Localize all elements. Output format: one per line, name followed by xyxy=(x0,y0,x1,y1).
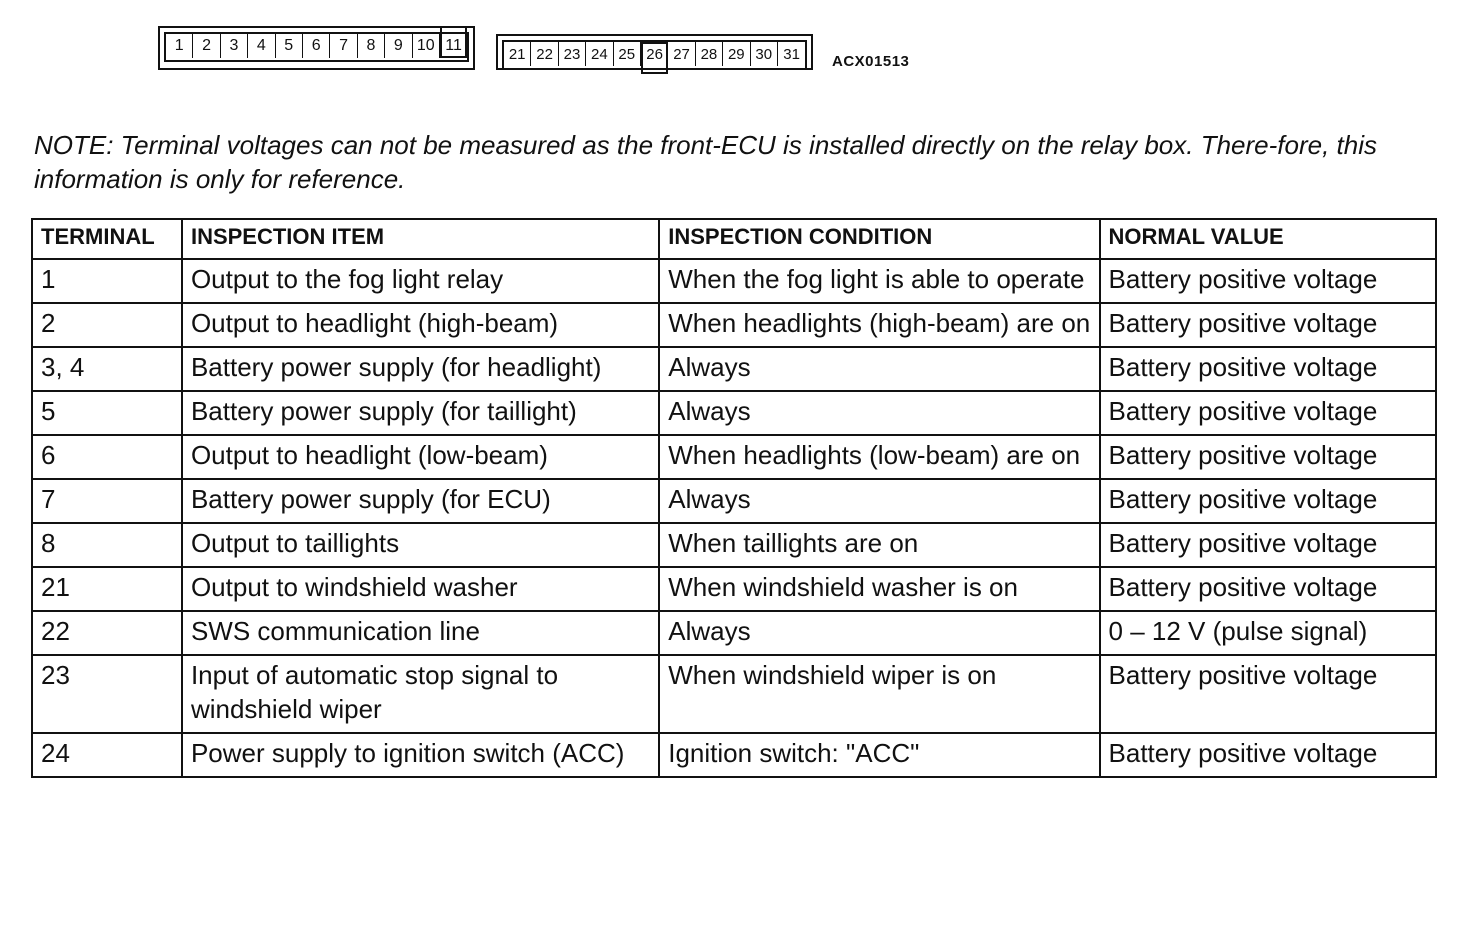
header-terminal: TERMINAL xyxy=(32,219,182,259)
cell-inspection-item: Input of automatic stop signal to windshield wiper xyxy=(182,655,659,733)
cell-normal-value: Battery positive voltage xyxy=(1100,435,1436,479)
note-text: NOTE: Terminal voltages can not be measured as the front-ECU is installed directly on the relay box. There-fore, this information is only for reference. xyxy=(34,130,1377,194)
cell-terminal: 21 xyxy=(32,567,182,611)
header-normal-value: NORMAL VALUE xyxy=(1100,219,1436,259)
connector-pin: 5 xyxy=(276,34,303,58)
connector-pin: 2 xyxy=(193,34,220,58)
cell-inspection-condition: When headlights (low-beam) are on xyxy=(659,435,1099,479)
header-inspection-condition: INSPECTION CONDITION xyxy=(659,219,1099,259)
cell-terminal: 3, 4 xyxy=(32,347,182,391)
cell-terminal: 2 xyxy=(32,303,182,347)
cell-normal-value: Battery positive voltage xyxy=(1100,733,1436,777)
cell-terminal: 23 xyxy=(32,655,182,733)
connector-pin: 21 xyxy=(504,42,531,66)
cell-normal-value: Battery positive voltage xyxy=(1100,523,1436,567)
connector-pin: 3 xyxy=(221,34,248,58)
cell-terminal: 24 xyxy=(32,733,182,777)
cell-inspection-item: Output to windshield washer xyxy=(182,567,659,611)
connector-right xyxy=(496,34,813,70)
table-row xyxy=(32,435,1436,479)
cell-inspection-item: Battery power supply (for headlight) xyxy=(182,347,659,391)
table-row xyxy=(32,655,1436,733)
connector-pin: 6 xyxy=(303,34,330,58)
cell-normal-value: Battery positive voltage xyxy=(1100,479,1436,523)
table-row xyxy=(32,259,1436,303)
cell-normal-value: Battery positive voltage xyxy=(1100,567,1436,611)
cell-inspection-condition: Always xyxy=(659,611,1099,655)
table-row xyxy=(32,391,1436,435)
figure-code: ACX01513 xyxy=(832,53,910,70)
table-row xyxy=(32,523,1436,567)
cell-normal-value: Battery positive voltage xyxy=(1100,259,1436,303)
cell-normal-value: Battery positive voltage xyxy=(1100,303,1436,347)
cell-normal-value: Battery positive voltage xyxy=(1100,391,1436,435)
connector-pin: 1 xyxy=(166,34,193,58)
connector-pin: 25 xyxy=(614,42,641,66)
connector-pin: 4 xyxy=(248,34,275,58)
connector-pin: 9 xyxy=(385,34,412,58)
connector-pin: 10 xyxy=(413,34,440,58)
cell-inspection-condition: When the fog light is able to operate xyxy=(659,259,1099,303)
connector-pin: 28 xyxy=(696,42,723,66)
cell-normal-value: Battery positive voltage xyxy=(1100,655,1436,733)
connector-pin: 7 xyxy=(330,34,357,58)
cell-terminal: 22 xyxy=(32,611,182,655)
cell-normal-value: 0 – 12 V (pulse signal) xyxy=(1100,611,1436,655)
cell-inspection-condition: Always xyxy=(659,347,1099,391)
connector-pin: 24 xyxy=(586,42,613,66)
table-row xyxy=(32,303,1436,347)
connector-pin: 8 xyxy=(358,34,385,58)
connector-pin: 22 xyxy=(531,42,558,66)
cell-terminal: 1 xyxy=(32,259,182,303)
header-inspection-item: INSPECTION ITEM xyxy=(182,219,659,259)
cell-inspection-item: Output to the fog light relay xyxy=(182,259,659,303)
cell-inspection-condition: When headlights (high-beam) are on xyxy=(659,303,1099,347)
cell-terminal: 6 xyxy=(32,435,182,479)
cell-terminal: 5 xyxy=(32,391,182,435)
cell-inspection-item: Output to headlight (high-beam) xyxy=(182,303,659,347)
cell-inspection-condition: Always xyxy=(659,391,1099,435)
cell-inspection-item: Output to headlight (low-beam) xyxy=(182,435,659,479)
connector-pin: 27 xyxy=(668,42,695,66)
connector-pin: 26 xyxy=(641,42,668,74)
cell-inspection-item: Battery power supply (for taillight) xyxy=(182,391,659,435)
cell-inspection-item: Output to taillights xyxy=(182,523,659,567)
connector-left-pins xyxy=(164,32,469,62)
table-row xyxy=(32,347,1436,391)
cell-inspection-condition: Always xyxy=(659,479,1099,523)
connector-pin: 29 xyxy=(723,42,750,66)
table-row xyxy=(32,567,1436,611)
cell-inspection-condition: When taillights are on xyxy=(659,523,1099,567)
table-row xyxy=(32,611,1436,655)
cell-inspection-item: Battery power supply (for ECU) xyxy=(182,479,659,523)
connector-pin: 31 xyxy=(783,45,800,63)
connector-left xyxy=(158,26,475,70)
cell-terminal: 8 xyxy=(32,523,182,567)
cell-inspection-item: Power supply to ignition switch (ACC) xyxy=(182,733,659,777)
connector-pin: 30 xyxy=(751,42,778,66)
cell-normal-value: Battery positive voltage xyxy=(1100,347,1436,391)
table-header-row xyxy=(32,219,1436,259)
cell-inspection-item: SWS communication line xyxy=(182,611,659,655)
table-row xyxy=(32,479,1436,523)
connector-right-pins xyxy=(502,40,807,70)
connector-pin: 23 xyxy=(559,42,586,66)
cell-inspection-condition: When windshield wiper is on xyxy=(659,655,1099,733)
table-row xyxy=(32,733,1436,777)
terminal-table xyxy=(31,218,1437,778)
cell-terminal: 7 xyxy=(32,479,182,523)
cell-inspection-condition: Ignition switch: "ACC" xyxy=(659,733,1099,777)
connector-pin: 11 xyxy=(440,26,467,58)
cell-inspection-condition: When windshield washer is on xyxy=(659,567,1099,611)
